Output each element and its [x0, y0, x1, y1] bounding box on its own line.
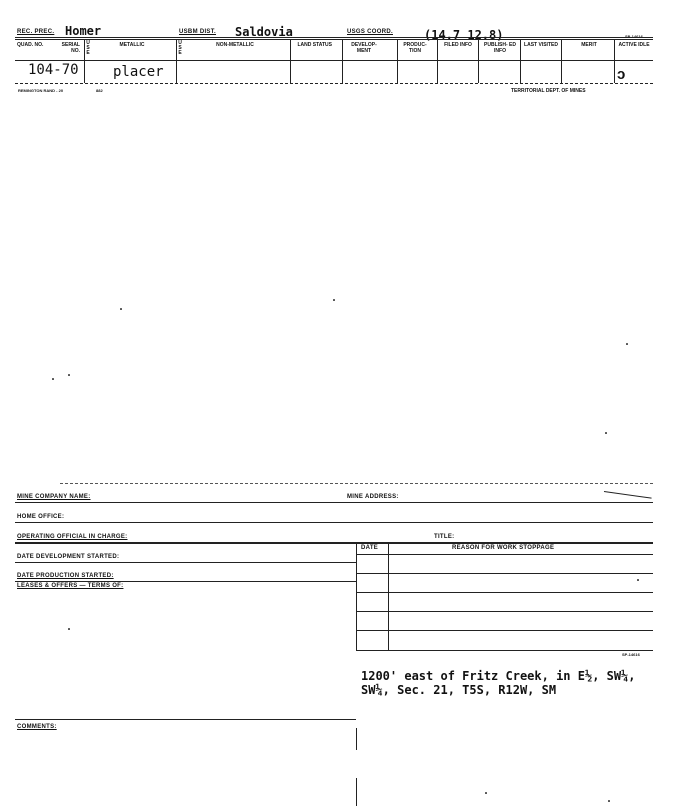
printer-code: 882 — [96, 88, 103, 93]
department-imprint: TERRITORIAL DEPT. OF MINES — [511, 88, 586, 94]
col-use: U S E — [86, 40, 90, 56]
active-idle-mark: ɔ — [617, 66, 626, 83]
col-production: PRODUC- TION — [403, 42, 427, 54]
quad-serial-value: 104-70 — [28, 62, 79, 78]
col-quad-no: QUAD. NO. — [17, 42, 44, 48]
col-last-visited: LAST VISITED — [524, 42, 558, 48]
col-development: DEVELOP- MENT — [351, 42, 377, 54]
col-use-2: U S E — [178, 40, 182, 56]
location-line-1: 1200' east of Fritz Creek, in E½, SW¼, — [361, 669, 636, 683]
mine-company-name-label: MINE COMPANY NAME: — [17, 494, 91, 500]
form-number-back: SP-14616 — [622, 652, 640, 657]
usbm-dist-label: USBM DIST. — [179, 29, 217, 35]
form-number: SP-14616 — [625, 34, 643, 39]
home-office-label: HOME OFFICE: — [17, 514, 65, 520]
reason-work-stoppage-header: REASON FOR WORK STOPPAGE — [452, 545, 555, 551]
col-published-info: PUBLISH- ED INFO — [484, 42, 516, 54]
col-merit: MERIT — [581, 42, 597, 48]
metallic-value: placer — [113, 64, 164, 80]
leases-offers-label: LEASES & OFFERS — TERMS OF: — [17, 583, 124, 589]
date-production-started-label: DATE PRODUCTION STARTED: — [17, 573, 114, 579]
date-development-started-label: DATE DEVELOPMENT STARTED: — [17, 554, 120, 560]
location-line-2: SW¼, Sec. 21, T5S, R12W, SM — [361, 683, 557, 697]
col-filed-info: FILED INFO — [444, 42, 472, 48]
operating-official-label: OPERATING OFFICIAL IN CHARGE: — [17, 534, 128, 540]
col-serial-no: SERIAL NO. — [61, 42, 80, 54]
usbm-dist-value: Saldovia — [235, 25, 293, 39]
usgs-coord-label: USGS COORD. — [347, 29, 393, 35]
printer-imprint: REMINGTON RAND - 20 — [18, 88, 64, 93]
mine-address-label: MINE ADDRESS: — [347, 494, 399, 500]
rec-prec-label: REC. PREC. — [17, 29, 55, 35]
col-active-idle: ACTIVE IDLE — [618, 42, 650, 48]
col-non-metallic: NON-METALLIC — [216, 42, 254, 48]
col-land-status: LAND STATUS — [297, 42, 332, 48]
rec-prec-value: Homer — [65, 24, 102, 38]
comments-label: COMMENTS: — [17, 724, 57, 730]
usgs-coord-value: (14.7 12.8) — [424, 28, 504, 42]
date-column-header: DATE — [361, 545, 379, 551]
title-label: TITLE: — [434, 534, 455, 540]
col-metallic: METALLIC — [119, 42, 145, 48]
